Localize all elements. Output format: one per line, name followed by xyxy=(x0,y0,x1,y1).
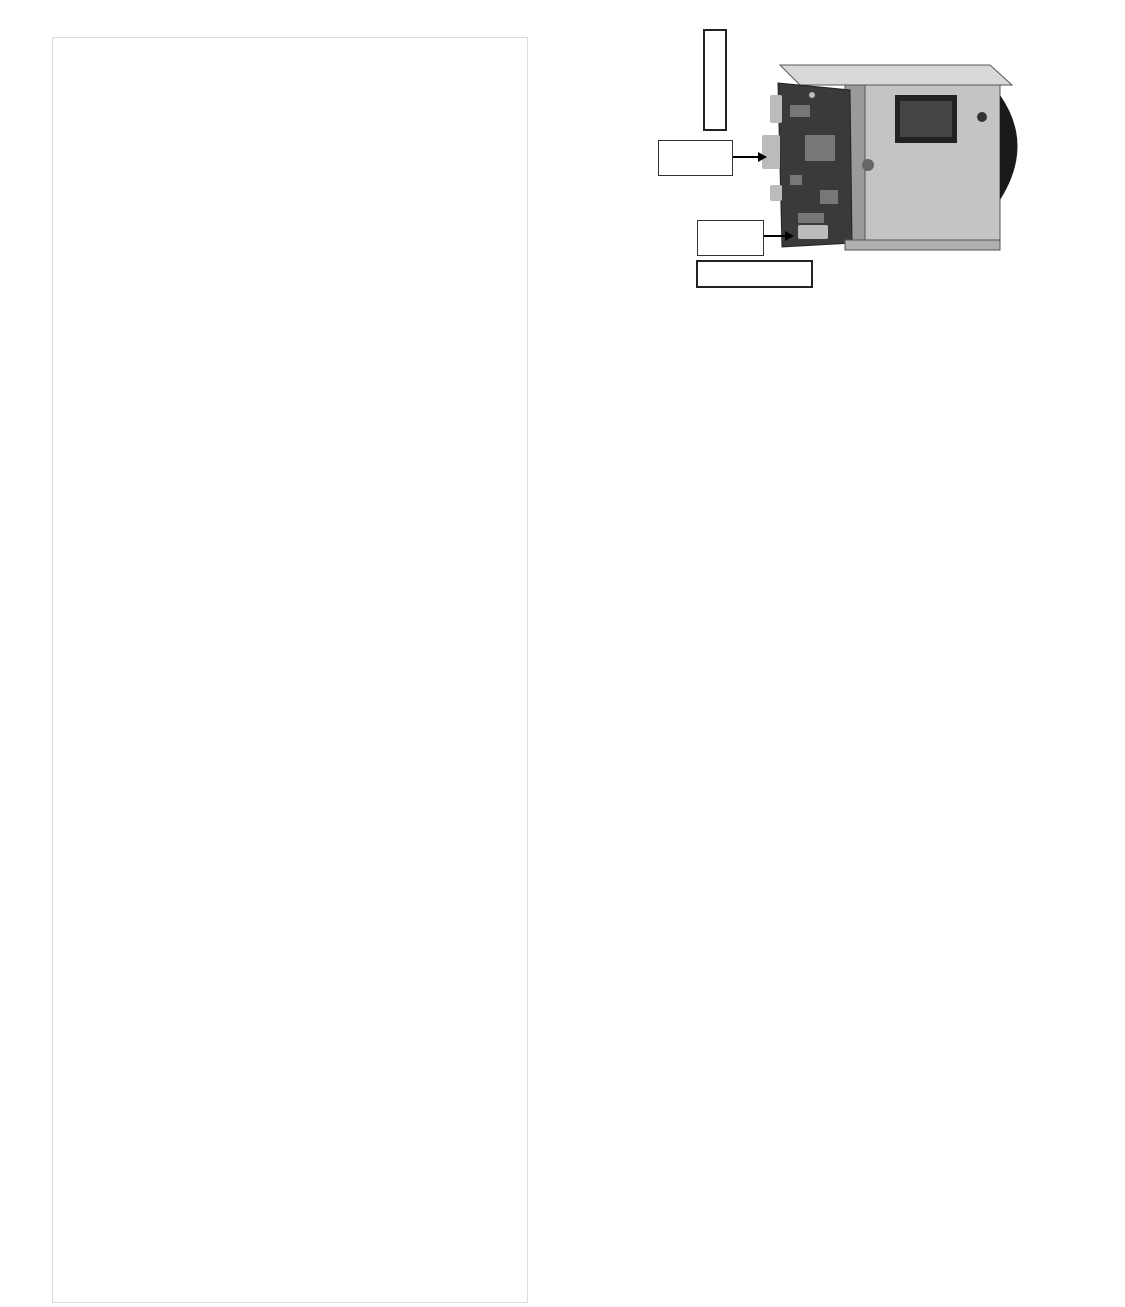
network-callout xyxy=(658,140,733,176)
spec-sheet-frame xyxy=(52,37,528,1303)
network-pin-labels xyxy=(703,29,727,131)
usb-callout xyxy=(697,220,764,256)
usb-pin-labels xyxy=(696,260,813,288)
